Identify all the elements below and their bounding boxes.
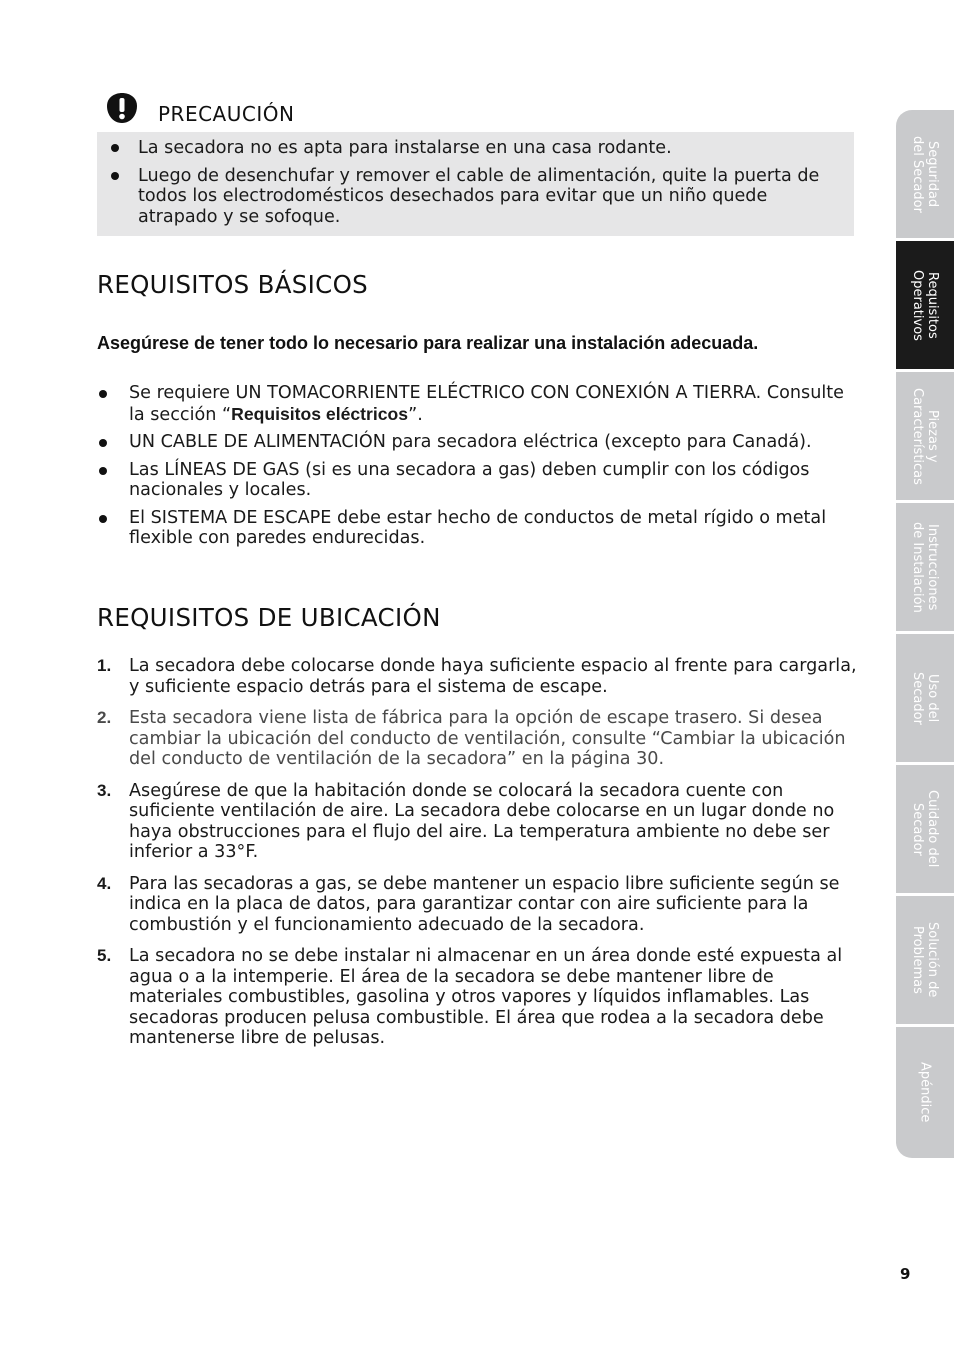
item-text: Se requiere UN TOMACORRIENTE ELÉCTRICO CON CONEXIÓN A TIERRA. Consulte la sección “ <box>129 383 844 425</box>
section-tabs <box>896 110 954 1158</box>
caution-title: PRECAUCIÓN <box>158 102 295 126</box>
tab-requisitos[interactable] <box>896 241 954 369</box>
tab-label: Solución de Problemas <box>910 922 940 998</box>
exclamation-icon <box>106 92 138 124</box>
tab-label: Instrucciones de Instalación <box>910 521 940 613</box>
item-number: 1. <box>97 656 112 675</box>
list-item: Las LÍNEAS DE GAS (si es una secadora a gas) deben cumplir con los códigos nacionales y locales. <box>97 460 857 501</box>
list-item <box>97 946 857 1049</box>
item-text: Esta secadora viene lista de fábrica para la opción de escape trasero. Si desea cambiar la ubicación del conducto de ventilación, consulte “Cambiar la ubicación del conducto de ventilación de la secadora” en la página 30. <box>129 708 846 769</box>
item-text: Para las secadoras a gas, se debe mantener un espacio libre suficiente según se indica en la placa de datos, para garantizar contar con aire suficiente para la combustión y el funcionamiento adecuado de la secadora. <box>129 873 840 935</box>
tab-label: Piezas y Características <box>910 387 940 485</box>
basic-intro: Asegúrese de tener todo lo necesario para realizar una instalación adecuada. <box>97 333 759 353</box>
item-text: Asegúrese de que la habitación donde se colocará la secadora cuente con suficiente ventilación de aire. La secadora debe colocarse en un lugar donde no haya obstrucciones para el flujo del aire. La temperatura ambiente no debe ser inferior a 33°F. <box>129 780 835 862</box>
tab-label: Cuidado del Secador <box>910 790 940 868</box>
caution-item: La secadora no es apta para instalarse en una casa rodante. <box>97 138 854 159</box>
location-requirements-list <box>97 656 857 1060</box>
item-number: 5. <box>97 946 112 965</box>
tab-cuidado[interactable] <box>896 765 954 893</box>
tab-instrucciones[interactable] <box>896 503 954 631</box>
tab-seguridad[interactable] <box>896 110 954 238</box>
item-number: 4. <box>97 873 112 893</box>
tab-label: Apéndice <box>917 1062 933 1123</box>
section-title-location: REQUISITOS DE UBICACIÓN <box>97 603 441 632</box>
list-item: El SISTEMA DE ESCAPE debe estar hecho de conductos de metal rígido o metal flexible con paredes endurecidas. <box>97 508 857 549</box>
caution-box <box>97 132 854 236</box>
list-item <box>97 874 857 936</box>
item-bold-reference: Requisitos eléctricos <box>231 403 409 424</box>
list-item <box>97 656 857 697</box>
item-number: 2. <box>97 708 112 727</box>
caution-item: Luego de desenchufar y remover el cable de alimentación, quite la puerta de todos los electrodomésticos desechados para evitar que un niño quede atrapado y se sofoque. <box>97 166 854 228</box>
caution-header <box>106 93 295 126</box>
tab-piezas[interactable] <box>896 372 954 500</box>
list-item: UN CABLE DE ALIMENTACIÓN para secadora eléctrica (excepto para Canadá). <box>97 432 857 453</box>
item-text: La secadora no se debe instalar ni almacenar en un área donde esté expuesta al agua o a la intemperie. El área de la secadora se debe mantener libre de materiales combustibles, gasolina y otros vapores y líquidos inflamables. Las secadoras producen pelusa combustible. El área que rodea a la secadora debe mantenerse libre de pelusas. <box>129 946 843 1048</box>
tab-uso[interactable] <box>896 634 954 762</box>
item-number: 3. <box>97 780 112 800</box>
tab-label: Seguridad del Secador <box>910 135 940 213</box>
caution-list <box>97 138 854 234</box>
page-number: 9 <box>900 1265 911 1283</box>
item-text: ”. <box>408 404 423 425</box>
list-item <box>97 708 857 770</box>
tab-label: Requisitos Operativos <box>910 269 940 341</box>
tab-label: Uso del Secador <box>910 671 940 725</box>
tab-solucion[interactable] <box>896 896 954 1024</box>
item-text: La secadora debe colocarse donde haya suficiente espacio al frente para cargarla, y suficiente espacio detrás para el sistema de escape. <box>129 656 857 697</box>
list-item <box>97 383 857 425</box>
section-title-basic: REQUISITOS BÁSICOS <box>97 270 368 299</box>
list-item <box>97 781 857 863</box>
tab-apendice[interactable] <box>896 1027 954 1158</box>
basic-requirements-list <box>97 383 857 556</box>
